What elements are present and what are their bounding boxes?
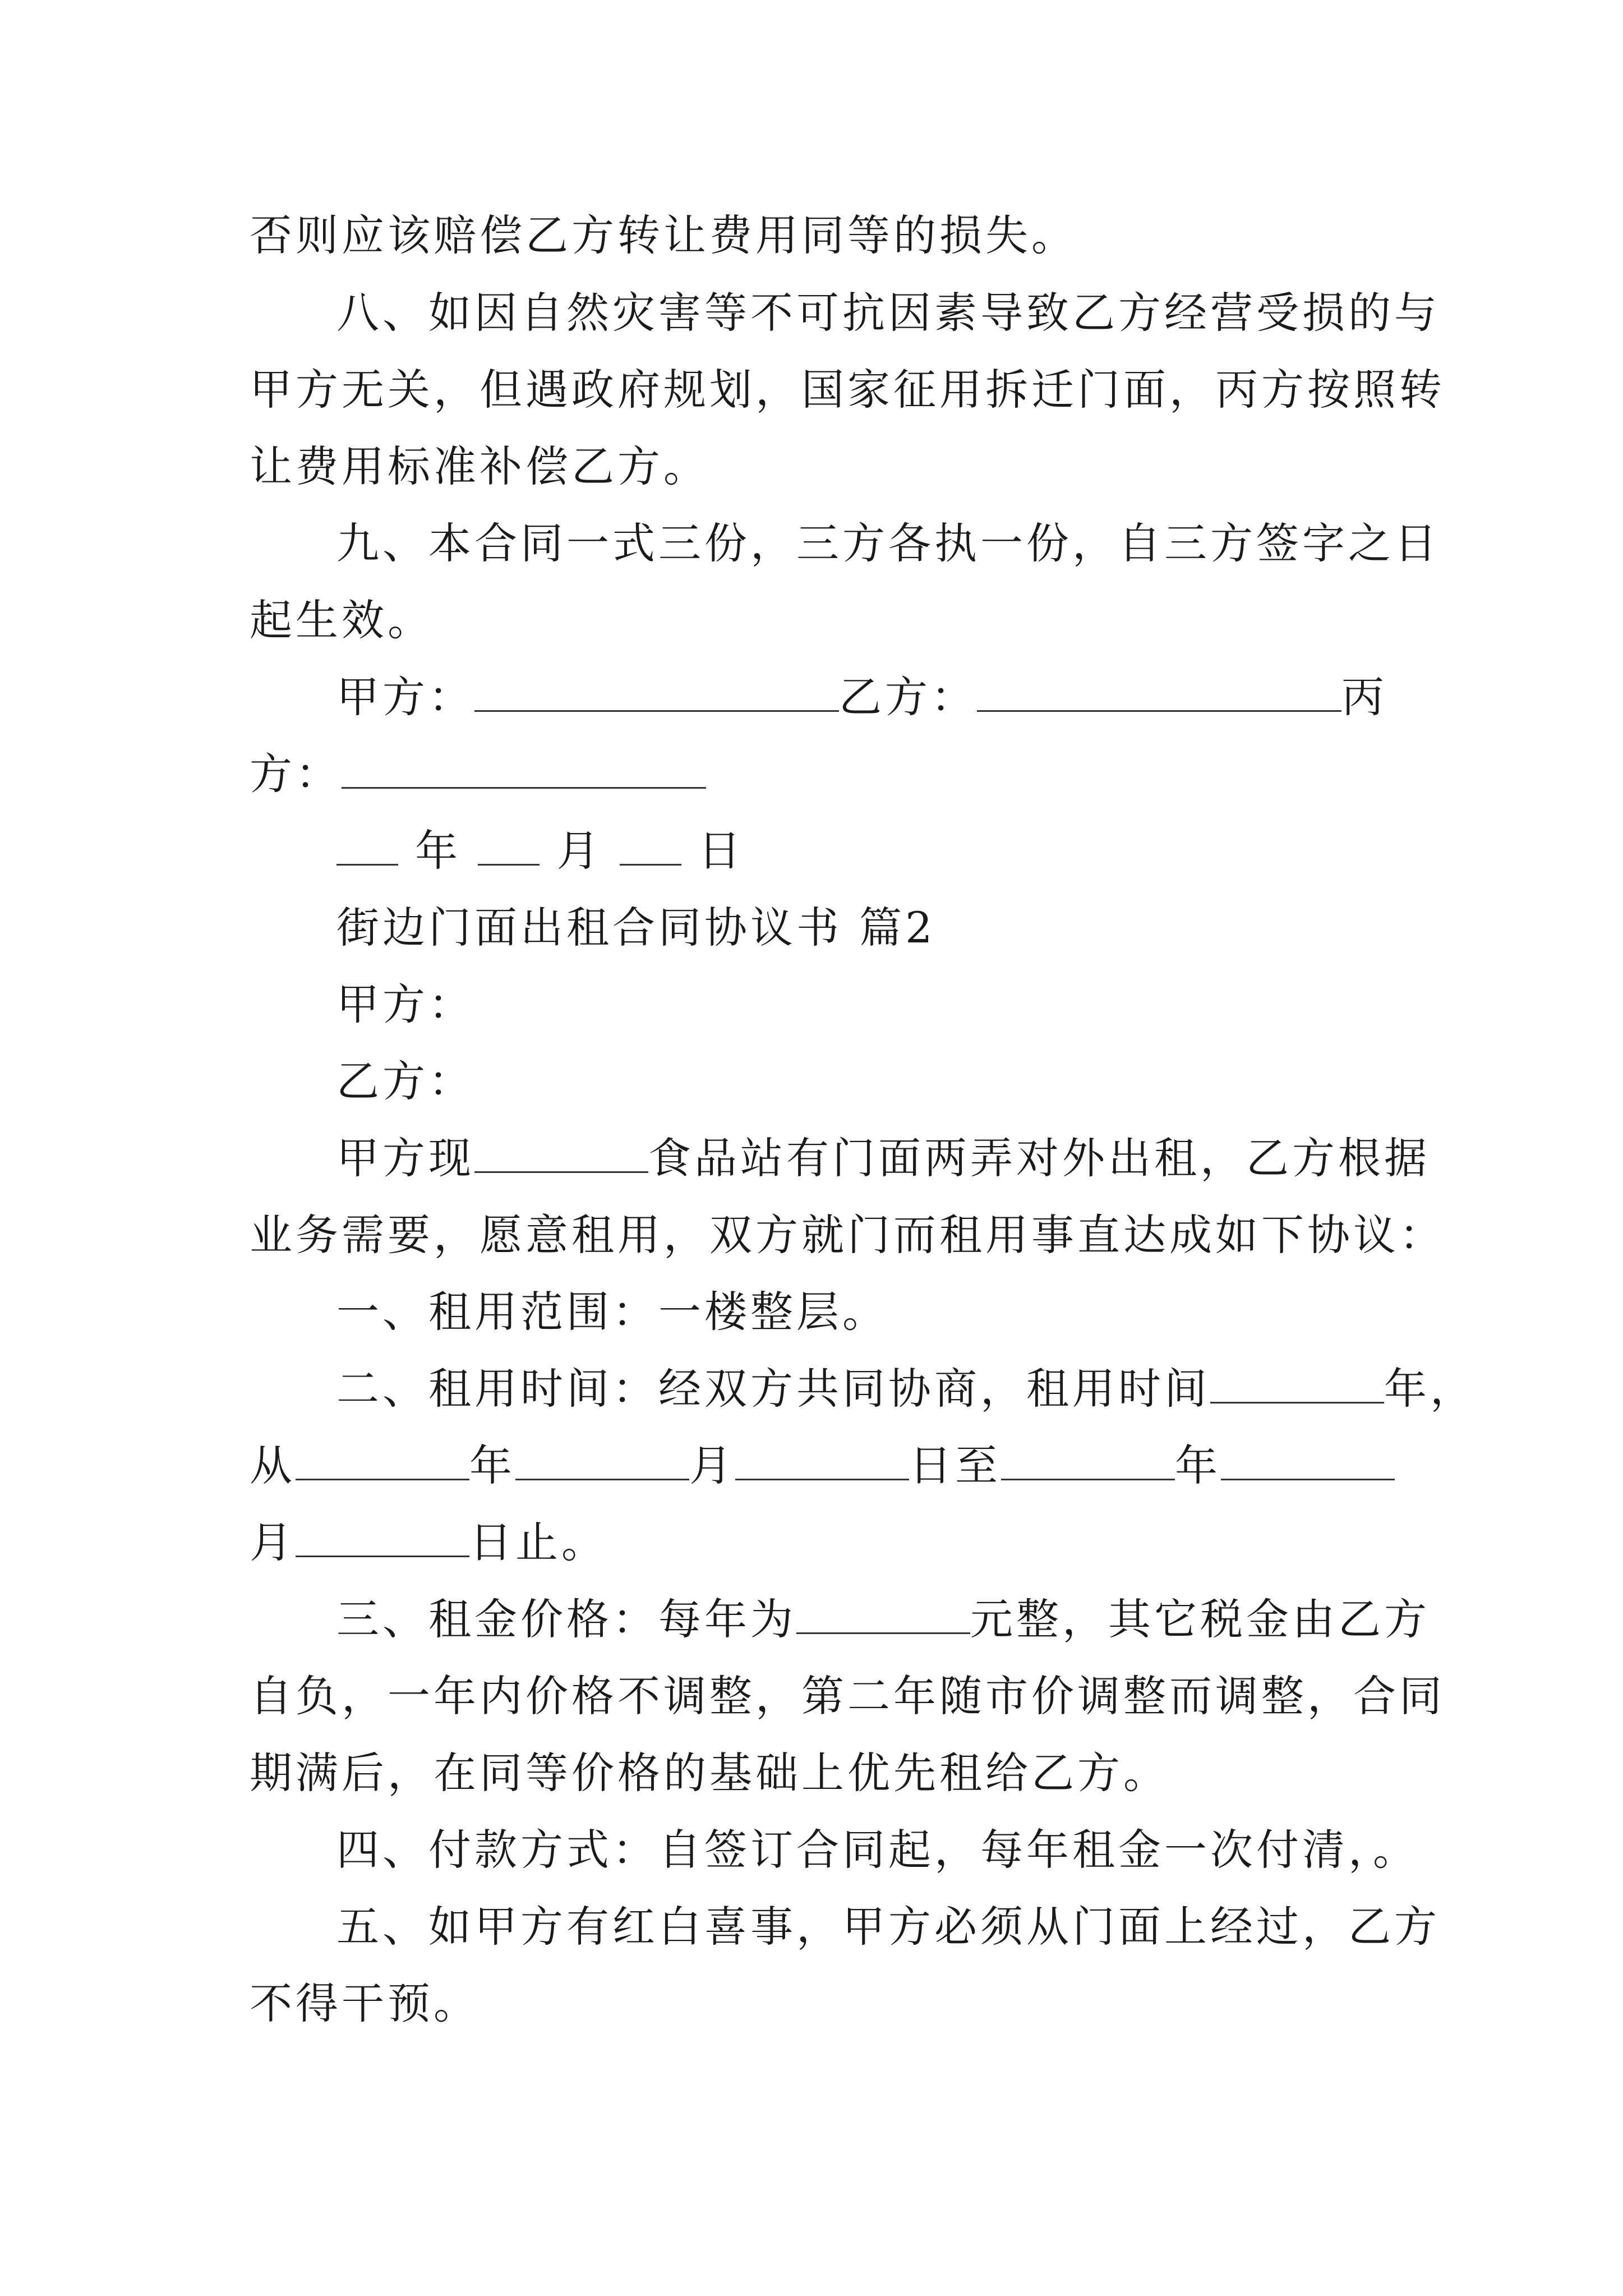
text-span: 日至 xyxy=(909,1441,1001,1490)
end-month-blank xyxy=(1221,1439,1395,1480)
start-day-blank xyxy=(735,1439,909,1480)
clause-2-end xyxy=(250,1515,607,1571)
text-span: 食品站有门面两弄对外出租，乙方根据 xyxy=(648,1133,1430,1183)
intro-paragraph xyxy=(336,1130,1430,1186)
sig-party-c-blank xyxy=(342,748,706,789)
text-line: 让费用标准补偿乙方。 xyxy=(250,441,709,491)
date-day-blank xyxy=(620,825,681,866)
clause-4: 四、付款方式：自签订合同起，每年租金一次付清，。 xyxy=(336,1825,1419,1875)
text-line: 否则应该赔偿乙方转让费用同等的损失。 xyxy=(250,210,1077,260)
sig-party-b-blank xyxy=(977,671,1341,712)
clause-5: 五、如甲方有红白喜事，甲方必须从门面上经过，乙方 xyxy=(336,1902,1440,1952)
text-span: 月 xyxy=(689,1441,735,1490)
text-span: 从 xyxy=(250,1441,296,1490)
sig-party-b-label: 乙方： xyxy=(839,672,977,722)
sig-party-a-label: 甲方： xyxy=(336,672,474,722)
clause-8: 八、如因自然灾害等不可抗因素导致乙方经营受损的与 xyxy=(336,288,1440,338)
text-span: 甲方现 xyxy=(336,1133,474,1183)
clause-2-dates xyxy=(250,1438,1395,1494)
text-span: 年 xyxy=(1175,1441,1221,1490)
start-year-blank xyxy=(296,1439,469,1480)
party-b-label: 乙方： xyxy=(336,1056,474,1106)
text-span: 年 xyxy=(469,1441,515,1490)
clause-1: 一、租用范围：一楼整层。 xyxy=(336,1287,888,1337)
date-year-blank xyxy=(336,825,398,866)
signature-line xyxy=(336,669,1387,725)
clause-3 xyxy=(336,1591,1430,1648)
text-line: 不得干预。 xyxy=(250,1978,479,2028)
text-span: 日止。 xyxy=(469,1517,607,1567)
text-line: 甲方无关，但遇政府规划，国家征用拆迁门面，丙方按照转 xyxy=(250,365,1445,415)
text-line: 起生效。 xyxy=(250,595,434,645)
date-day-label: 日 xyxy=(698,826,744,876)
date-line xyxy=(336,823,744,879)
date-month-label: 月 xyxy=(556,826,603,876)
end-day-blank xyxy=(296,1516,469,1557)
start-month-blank xyxy=(515,1439,689,1480)
date-month-blank xyxy=(478,825,540,866)
clause-2 xyxy=(336,1361,1476,1417)
text-span: 月 xyxy=(250,1517,296,1567)
sig-party-a-blank xyxy=(474,671,839,712)
clause-9: 九、本合同一式三份，三方各执一份，自三方签字之日 xyxy=(336,518,1440,568)
sig-party-c-label-part2: 方： xyxy=(250,749,342,799)
rent-amount-blank xyxy=(796,1593,970,1634)
location-blank xyxy=(474,1132,648,1173)
text-span: 元整，其它税金由乙方 xyxy=(970,1594,1430,1644)
text-span: 三、租金价格：每年为 xyxy=(336,1594,796,1644)
text-line: 业务需要，愿意租用，双方就门而租用事直达成如下协议： xyxy=(250,1210,1445,1260)
signature-line xyxy=(250,746,706,802)
text-span: 年， xyxy=(1384,1364,1476,1414)
section-title: 街边门面出租合同协议书 篇2 xyxy=(336,903,936,953)
end-year-blank xyxy=(1001,1439,1175,1480)
party-a-label: 甲方： xyxy=(336,979,474,1029)
text-line: 期满后，在同等价格的基础上优先租给乙方。 xyxy=(250,1748,1169,1798)
text-line: 自负，一年内价格不调整，第二年随市价调整而调整，合同 xyxy=(250,1671,1445,1721)
date-year-label: 年 xyxy=(415,826,462,876)
term-years-blank xyxy=(1210,1363,1384,1404)
text-span: 二、租用时间：经双方共同协商，租用时间 xyxy=(336,1364,1210,1414)
sig-party-c-label-part1: 丙 xyxy=(1341,672,1387,722)
